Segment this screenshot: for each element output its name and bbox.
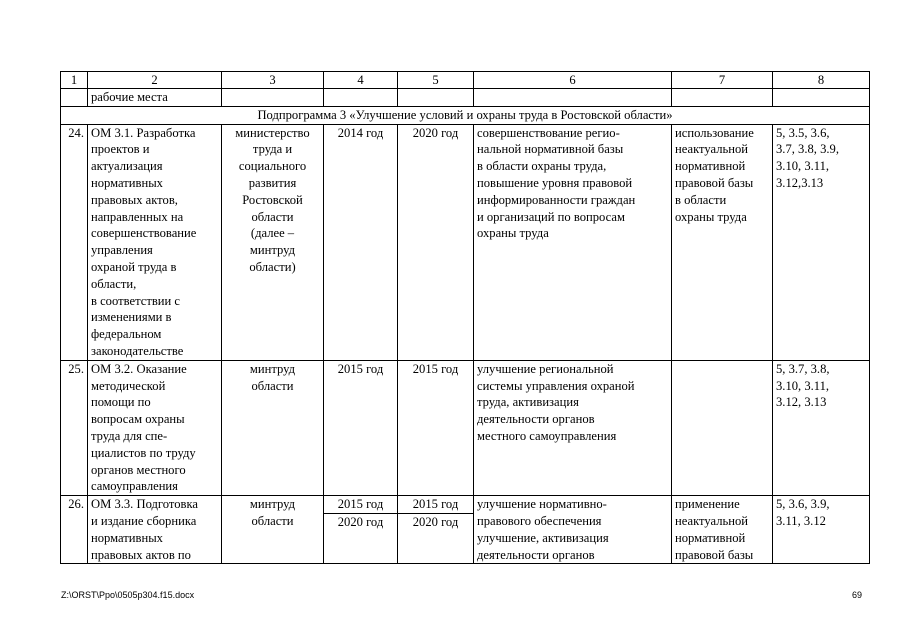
indicator-link: 5, 3.6, 3.9, 3.11, 3.12 bbox=[773, 496, 870, 564]
start-year: 2015 год 2020 год bbox=[324, 496, 398, 564]
consequence: использование неактуальной нормативной правовой базы в области охраны труда bbox=[672, 124, 773, 360]
table-row bbox=[61, 124, 870, 360]
indicator-link: 5, 3.7, 3.8, 3.10, 3.11, 3.12, 3.13 bbox=[773, 360, 870, 495]
expected-result: улучшение нормативно- правового обеспечения улучшение, активизация деятельности органов bbox=[474, 496, 672, 564]
header-cell: 7 bbox=[672, 72, 773, 89]
header-cell: 3 bbox=[222, 72, 324, 89]
header-cell: 4 bbox=[324, 72, 398, 89]
expected-result: улучшение региональной системы управления охраной труда, активизация деятельности органов местного самоуправления bbox=[474, 360, 672, 495]
header-cell: 2 bbox=[88, 72, 222, 89]
row-number: 25. bbox=[61, 360, 88, 495]
measures-table bbox=[60, 71, 870, 564]
header-cell: 5 bbox=[398, 72, 474, 89]
table-row bbox=[61, 360, 870, 495]
header-cell: 8 bbox=[773, 72, 870, 89]
header-cell: 6 bbox=[474, 72, 672, 89]
header-cell: 1 bbox=[61, 72, 88, 89]
indicator-link: 5, 3.5, 3.6, 3.7, 3.8, 3.9, 3.10, 3.11, 3.12,3.13 bbox=[773, 124, 870, 360]
page-number: 69 bbox=[852, 590, 863, 600]
footer-file-path: Z:\ORST\Ppo\0505p304.f15.docx bbox=[61, 590, 195, 600]
measure-name: ОМ 3.1. Разработка проектов и актуализация нормативных правовых актов, направленных на совершенствование управления охраной труда в области, в соответствии с изменениями в федеральном законодательстве bbox=[88, 124, 222, 360]
end-year: 2015 год 2020 год bbox=[398, 496, 474, 564]
measure-name: ОМ 3.2. Оказание методической помощи по вопросам охраны труда для спе- циалистов по труду органов местного самоуправления bbox=[88, 360, 222, 495]
expected-result: совершенствование регио- нальной нормативной базы в области охраны труда, повышение уровня правовой информированности граждан и организаций по вопросам охраны труда bbox=[474, 124, 672, 360]
subprogram-row bbox=[61, 106, 870, 124]
continued-text: рабочие места bbox=[88, 89, 222, 107]
row-number: 24. bbox=[61, 124, 88, 360]
start-year: 2014 год bbox=[324, 124, 398, 360]
consequence: применение неактуальной нормативной правовой базы bbox=[672, 496, 773, 564]
executor: минтруд области bbox=[222, 360, 324, 495]
start-year: 2015 год bbox=[324, 360, 398, 495]
measure-name: ОМ 3.3. Подготовка и издание сборника нормативных правовых актов по bbox=[88, 496, 222, 564]
end-year: 2015 год bbox=[398, 360, 474, 495]
row-number: 26. bbox=[61, 496, 88, 564]
continued-row bbox=[61, 89, 870, 107]
subprogram-title: Подпрограмма 3 «Улучшение условий и охраны труда в Ростовской области» bbox=[61, 106, 870, 124]
header-row bbox=[61, 72, 870, 89]
end-year: 2020 год bbox=[398, 124, 474, 360]
consequence bbox=[672, 360, 773, 495]
executor: министерство труда и социального развития Ростовской области (далее – минтруд области) bbox=[222, 124, 324, 360]
table-row bbox=[61, 496, 870, 564]
executor: минтруд области bbox=[222, 496, 324, 564]
